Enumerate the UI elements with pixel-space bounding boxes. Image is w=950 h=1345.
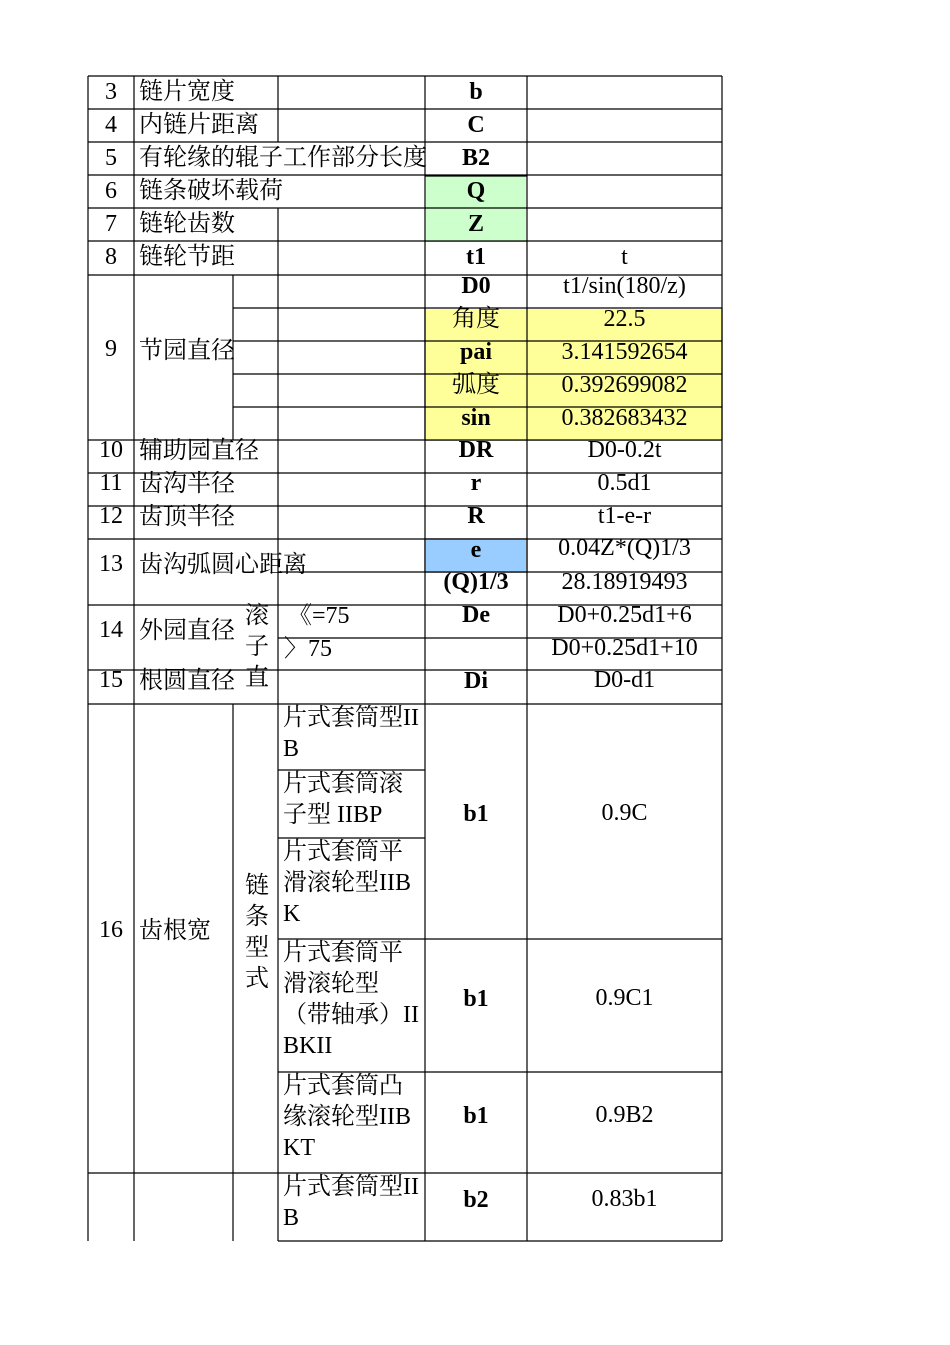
param-name: 链片宽度 [139,79,235,105]
row-number: 4 [105,112,117,138]
param-symbol: b2 [463,1187,489,1213]
param-symbol: b [469,79,483,105]
param-symbol: Q [466,178,486,204]
condition-label: 《=75 [288,603,350,629]
param-name: 齿根宽 [139,918,211,944]
param-value: 0.382683432 [561,405,688,431]
param-name: 外园直径 [139,618,235,644]
param-value: 0.83b1 [591,1186,658,1212]
param-symbol: 弧度 [452,372,500,398]
param-value: 3.141592654 [561,339,688,365]
chain-type: 片式套筒型IIB [283,1174,419,1231]
param-name: 链轮齿数 [139,211,235,237]
param-value: D0+0.25d1+10 [551,635,698,661]
chain-type: 片式套筒型IIB [283,705,419,762]
param-symbol: e [470,537,482,563]
param-value: 0.5d1 [597,470,652,496]
param-symbol: 角度 [452,306,500,332]
row-number: 10 [99,437,123,463]
row-number: 12 [99,503,123,529]
param-value: 22.5 [603,306,646,332]
param-name: 齿沟半径 [139,471,235,497]
row-number: 13 [99,551,123,577]
param-name: 齿顶半径 [139,504,235,530]
param-symbol: DR [458,437,494,463]
chain-type: 片式套筒平滑滚轮型（带轴承）IIBKII [283,940,419,1059]
chain-type: 片式套筒凸缘滚轮型IIBKT [283,1073,411,1161]
param-value: D0+0.25d1+6 [557,602,692,628]
param-symbol: De [462,602,490,628]
row-number: 16 [99,917,123,943]
param-name: 根圆直径 [139,668,235,694]
param-value: 0.392699082 [561,372,688,398]
param-symbol: C [467,112,485,138]
param-value: 0.04Z*(Q)1/3 [558,535,691,561]
param-name: 节园直径 [139,338,235,364]
param-value: 0.9B2 [595,1102,654,1128]
param-value: 28.18919493 [561,569,688,595]
condition-label: 〉75 [284,636,332,662]
param-name: 齿沟弧圆心距离 [139,552,307,578]
param-symbol: (Q)1/3 [443,569,509,595]
row-number: 8 [105,244,117,270]
row-number: 9 [105,336,117,362]
param-symbol: b1 [463,986,489,1012]
param-value: t [621,244,628,270]
chain-type-label: 链条型式 [245,873,269,992]
row-number: 5 [105,145,117,171]
param-symbol: D0 [461,273,491,299]
row-number: 7 [105,211,117,237]
row-number: 11 [99,470,123,496]
row-number: 3 [105,79,117,105]
roller-diameter-label: 滚子直 [245,603,269,691]
param-value: 0.9C1 [595,985,654,1011]
param-symbol: sin [461,405,491,431]
chain-type: 片式套筒滚子型 IIBP [283,771,403,828]
chain-type: 片式套筒平滑滚轮型IIBK [283,839,411,927]
param-symbol: b1 [463,801,489,827]
param-name: 辅助园直径 [139,438,259,464]
param-symbol: t1 [466,244,486,270]
param-value: 0.9C [601,800,648,826]
row-number: 14 [99,617,123,643]
param-value: t1/sin(180/z) [563,273,686,299]
param-name: 有轮缘的辊子工作部分长度 [139,145,427,171]
param-name: 链轮节距 [139,244,235,270]
param-value: t1-e-r [597,503,652,529]
param-symbol: Z [467,211,484,237]
param-symbol: Di [464,668,488,694]
row-number: 15 [99,667,123,693]
row-number: 6 [105,178,117,204]
param-symbol: pai [459,339,492,365]
param-name: 内链片距离 [139,112,259,138]
param-value: D0-d1 [593,667,656,693]
param-value: D0-0.2t [587,437,662,463]
param-name: 链条破坏载荷 [139,178,283,204]
param-symbol: B2 [461,145,490,171]
param-symbol: R [467,503,485,529]
param-symbol: b1 [463,1103,489,1129]
param-symbol: r [470,470,482,496]
